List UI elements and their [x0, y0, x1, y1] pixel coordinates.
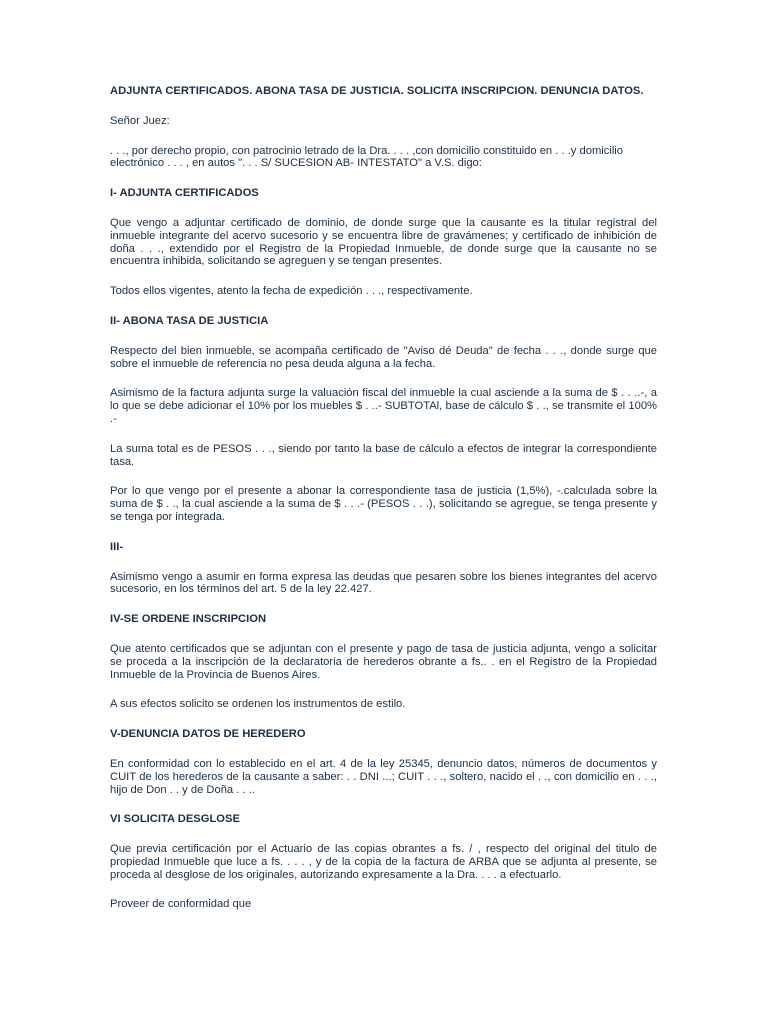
salutation: Señor Juez:	[110, 114, 170, 127]
section-heading: V-DENUNCIA DATOS DE HEREDERO	[110, 728, 306, 741]
intro-paragraph: . . ., por derecho propio, con patrocinio letrado de la Dra. . . . ,con domicilio constituido en . . .y domicilio electrónico . . . , en autos ". . . S/ SUCESION AB- INTESTATO" a V.S. digo:	[110, 144, 624, 170]
section-heading: I- ADJUNTA CERTIFICADOS	[110, 187, 259, 200]
section-heading: VI SOLICITA DESGLOSE	[110, 813, 240, 826]
section-iii	[110, 541, 657, 596]
section-heading: III-	[110, 540, 124, 553]
legal-document	[110, 85, 657, 928]
section-paragraph: A sus efectos solicito se ordenen los instrumentos de estilo.	[110, 698, 406, 711]
section-heading: II- ABONA TASA DE JUSTICIA	[110, 314, 269, 327]
section-paragraph: Que previa certificación por el Actuario de las copias obrantes a fs. / , respecto del original del titulo de propiedad Inmueble que luce a fs. . . . , y de la copia de la factura de ARBA que se adjunta al presente, se proceda al desglose de los originales, autorizando expresamente a la Dra. . . . a efectuarlo.	[110, 843, 657, 881]
section-paragraph: Asimismo vengo a asumir en forma expresa las deudas que pesaren sobre los bienes integrantes del acervo sucesorio, en los términos del art. 5 de la ley 22.427.	[110, 570, 657, 596]
section-paragraph: Respecto del bien inmueble, se acompaña certificado de "Aviso dé Deuda" de fecha . . ., donde surge que sobre el inmueble de referencia no pesa deuda alguna a la fecha.	[110, 344, 657, 370]
section-paragraph: Que vengo a adjuntar certificado de dominio, de donde surge que la causante es la titular registral del inmueble integrante del acervo sucesorio y se encuentra libre de gravámenes; y certificado de inhibición de doña . . ., extendido por el Registro de la Propiedad Inmueble, de donde surge que la causante no se encuentra inhibida, solicitando se agreguen y se tengan presentes.	[110, 216, 657, 268]
section-denuncia-datos	[110, 728, 657, 796]
document-title: ADJUNTA CERTIFICADOS. ABONA TASA DE JUSTICIA. SOLICITA INSCRIPCION. DENUNCIA DATOS.	[110, 85, 644, 97]
closing-line: Proveer de conformidad que	[110, 898, 252, 911]
section-paragraph: Por lo que vengo por el presente a abonar la correspondiente tasa de justicia (1,5%), -.calculada sobre la suma de $ . ., la cual asciende a la suma de $ . . .- (PESOS . . .), solicitando se agregue, se tenga presente y se tenga por integrada.	[110, 485, 657, 523]
section-paragraph: Que atento certificados que se adjuntan con el presente y pago de tasa de justicia adjunta, vengo a solicitar se proceda a la inscripción de la declaratoria de herederos obrante a fs.. . en el Registro de la Propiedad Inmueble de la Provincia de Buenos Aires.	[110, 642, 657, 681]
section-solicita-desglose	[110, 813, 657, 881]
section-paragraph: La suma total es de PESOS . . ., siendo por tanto la base de cálculo a efectos de integrar la correspondiente tasa.	[110, 442, 657, 468]
section-paragraph: Asimismo de la factura adjunta surge la valuación fiscal del inmueble la cual asciende a la suma de $ . . ..-, a lo que se debe adicionar el 10% por los muebles $ . ..- SUBTOTAl, base de cálculo $ . ., se transmite el 100% .-	[110, 387, 657, 425]
section-paragraph: En conformidad con lo establecido en el art. 4 de la ley 25345, denuncio datos, números de documentos y CUIT de los herederos de la causante a saber: . . DNI ...; CUIT . . ., soltero, nacido el . ., con domicilio en . . ., hijo de Don . . y de Doña . . ..	[110, 757, 657, 796]
section-heading: IV-SE ORDENE INSCRIPCION	[110, 613, 267, 626]
section-abona-tasa	[110, 315, 657, 524]
section-paragraph: Todos ellos vigentes, atento la fecha de expedición . . ., respectivamente.	[110, 285, 473, 298]
section-adjunta-certificados	[110, 187, 657, 298]
section-ordene-inscripcion	[110, 613, 657, 711]
